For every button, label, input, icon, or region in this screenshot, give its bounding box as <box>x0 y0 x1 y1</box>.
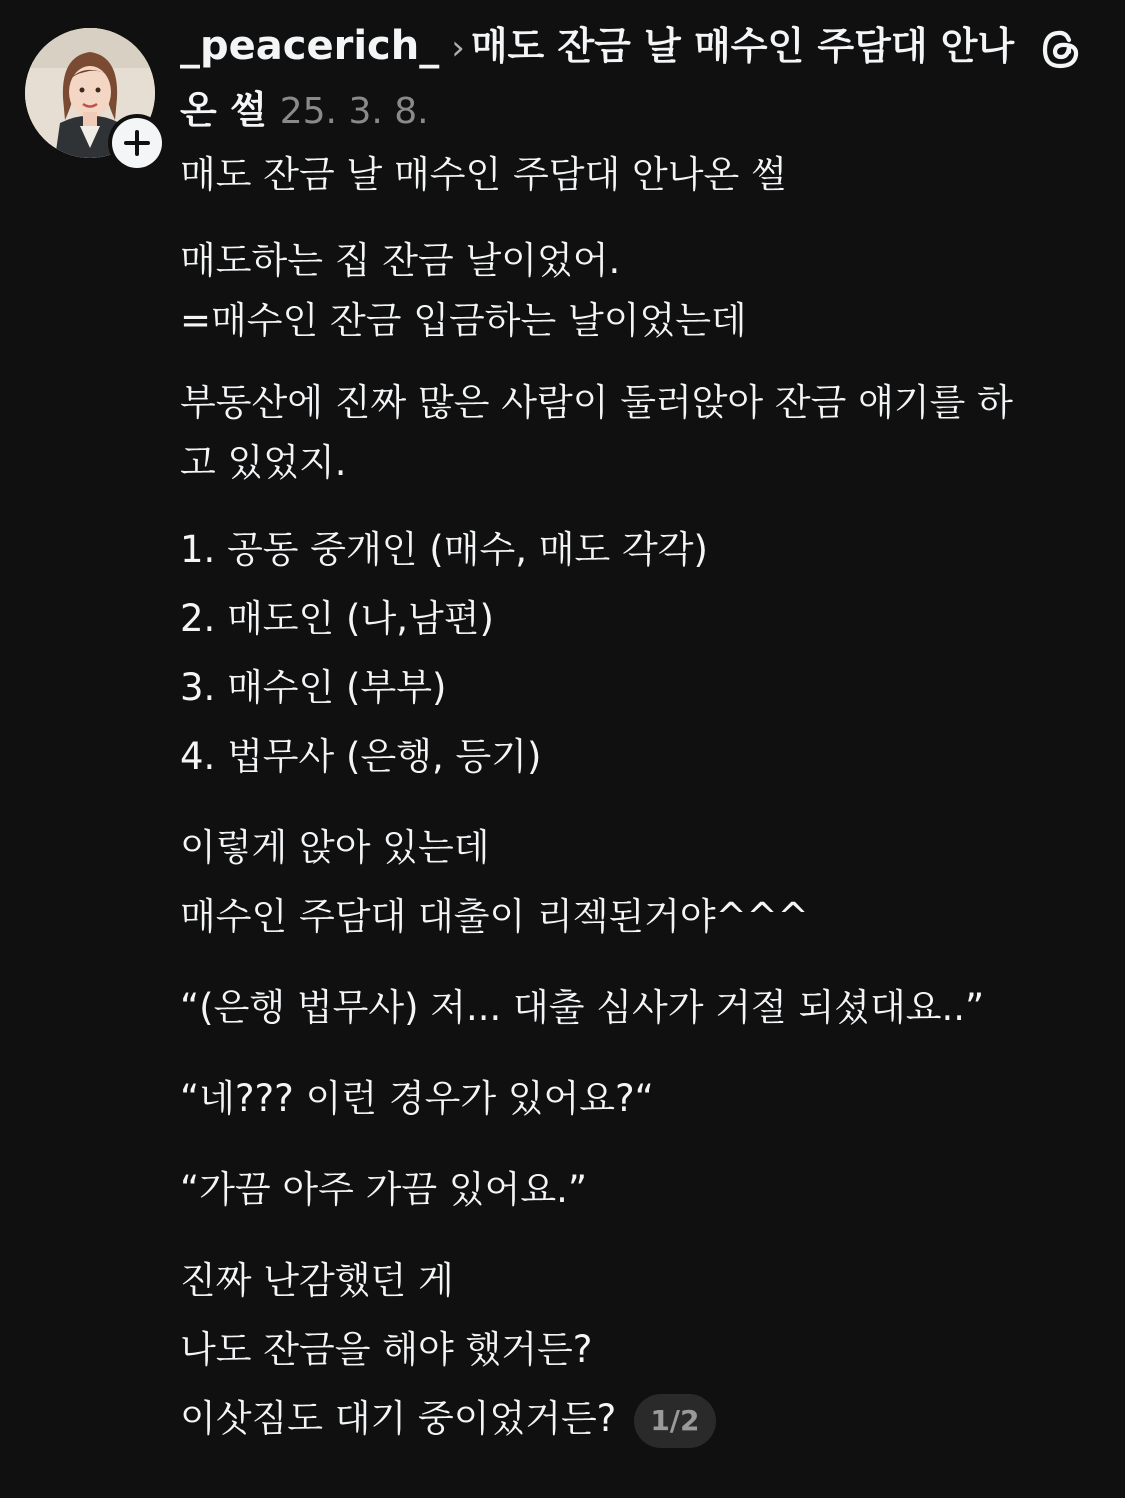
paragraph <box>180 813 1100 951</box>
plus-icon <box>123 129 151 157</box>
list-item: 4. 법무사 (은행, 등기) <box>180 735 542 778</box>
text-line: =매수인 잔금 입금하는 날이었는데 <box>180 299 747 342</box>
list-item: 3. 매수인 (부부) <box>180 666 447 709</box>
chevron-right-icon: › <box>451 28 465 68</box>
paragraph <box>180 231 1100 351</box>
post-date: 25. 3. 8. <box>279 91 429 132</box>
list-item: 1. 공동 중개인 (매수, 매도 각각) <box>180 528 708 571</box>
quote-line: “(은행 법무사) 저... 대출 심사가 거절 되셨대요..” <box>180 986 985 1029</box>
paragraph <box>180 373 1100 493</box>
post-body <box>180 140 1100 1453</box>
post-text: 매도 잔금 날 매수인 주담대 안나온 썰 <box>180 153 787 196</box>
text-line: 부동산에 진짜 많은 사람이 둘러앉아 잔금 얘기를 하 <box>180 381 1013 424</box>
text-line: 매수인 주담대 대출이 리젝된거야^^^ <box>180 895 809 938</box>
username-link[interactable]: _peacerich_ <box>180 23 440 69</box>
post-title[interactable]: 매도 잔금 날 매수인 주담대 안나온 썰 <box>180 24 1015 132</box>
paragraph <box>180 1246 1100 1453</box>
threads-logo-icon[interactable] <box>1036 24 1086 74</box>
text-line: 매도하는 집 잔금 날이었어. <box>180 239 621 282</box>
post-header <box>180 18 1020 146</box>
text-span: 이삿짐도 대기 중이었거든? <box>180 1397 617 1440</box>
quote-line: “가끔 아주 가끔 있어요.” <box>180 1168 588 1211</box>
text-line: 진짜 난감했던 게 <box>180 1259 454 1302</box>
participant-list <box>180 515 1100 791</box>
quote-line: “네??? 이런 경우가 있어요?“ <box>180 1077 654 1120</box>
page-indicator[interactable]: 1/2 <box>634 1394 715 1448</box>
list-item: 2. 매도인 (나,남편) <box>180 597 494 640</box>
text-line: 나도 잔금을 해야 했거든? <box>180 1328 593 1371</box>
text-line: 이렇게 앉아 있는데 <box>180 826 490 869</box>
follow-button[interactable] <box>108 114 166 172</box>
text-line <box>180 1384 1100 1453</box>
text-line: 고 있었지. <box>180 441 347 484</box>
